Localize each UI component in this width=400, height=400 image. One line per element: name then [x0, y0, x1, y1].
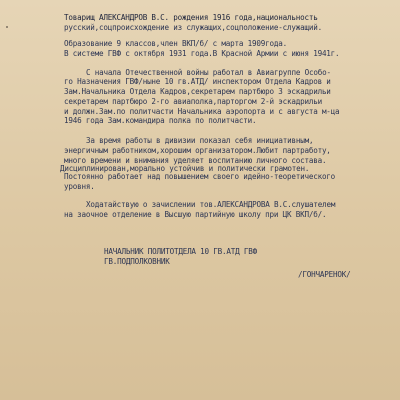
- text-line: уровня.: [64, 182, 95, 191]
- signature-rank: ГВ.ПОДПОЛКОВНИК: [104, 257, 170, 266]
- signature-title: НАЧАЛЬНИК ПОЛИТОТДЕЛА 10 ГВ.АТД ГВФ: [104, 247, 258, 256]
- signature-name: /ГОНЧАРЕНОК/: [298, 270, 351, 279]
- text-line: Образование 9 классов,член ВКП/б/ с марта 1909года.: [64, 39, 287, 48]
- text-line: Зам.Начальника Отдела Кадров,секретарем партбюро 3 эскадрильи: [64, 87, 331, 96]
- text-line: и должн.Зам.по политчасти Начальника аэропорта и с августа м-ца: [64, 107, 340, 116]
- text-line: на заочное отделение в Высшую партийную школу при ЦК ВКП/б/.: [64, 210, 327, 219]
- text-line: русский,соцпроисхождение из служащих,соцположение-служащий.: [64, 23, 322, 32]
- text-line: Ходатайствую о зачислении тов.АЛЕКСАНДРОВА В.С.слушателем: [86, 200, 336, 209]
- text-line: Постоянно работает над повышением своего идейно-теоретического: [64, 172, 336, 181]
- text-line: Дисциплинирован,морально устойчив и политически грамотен.: [60, 164, 310, 173]
- text-line: За время работы в дивизии показал себя инициативным,: [86, 136, 314, 145]
- text-line: секретарем партбюро 2-го авиаполка,парторгом 2-й эскадрильи: [64, 97, 322, 106]
- text-line: энергичным работником,хорошим организатором.Любит партработу,: [64, 146, 331, 155]
- text-line: 1946 года Зам.командира полка по политчасти.: [64, 116, 257, 125]
- text-line: много времени и внимания уделяет воспитанию личного состава.: [64, 156, 327, 165]
- margin-mark: [6, 26, 8, 28]
- text-line: го Назначения ГВФ/ныне 10 гв.АТД/ инспектором Отдела Кадров и: [64, 77, 331, 86]
- text-line: С начала Отечественной войны работал в Авиагруппе Особо-: [86, 68, 331, 77]
- text-line: В системе ГВФ с октября 1931 года.В Красной Армии с июня 1941г.: [64, 49, 340, 58]
- text-line: Товарищ АЛЕКСАНДРОВ В.С. рождения 1916 года,национальность: [64, 13, 318, 22]
